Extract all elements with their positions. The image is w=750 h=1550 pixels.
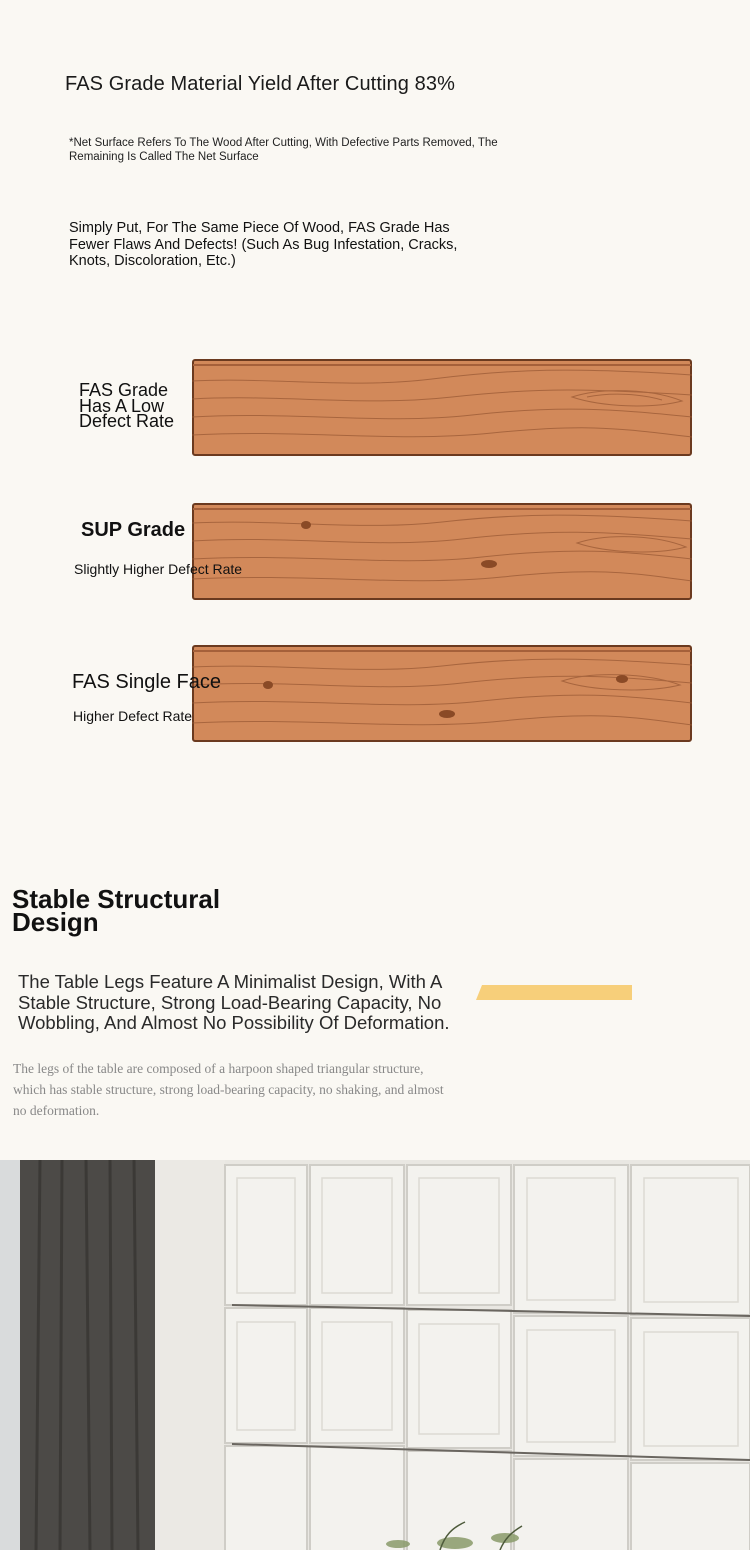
grade-sub-sup: Slightly Higher Defect Rate [74,561,243,577]
simply-put-text: Simply Put, For The Same Piece Of Wood, FAS Grade Has Fewer Flaws And Defects! (Such As Bug Infestation, Cracks, Knots, Discoloration, Etc.) [69,220,458,269]
english-detail: The legs of the table are composed of a harpoon shaped triangular structure, which has stable structure, strong load-bearing capacity, no shaking, and almost no deformation. [13,1061,444,1118]
room-photo [0,1160,750,1550]
grade-label-sup: SUP Grade [81,519,186,541]
grade-sub-single-face: Higher Defect Rate [73,708,193,724]
wood-board-fas [192,359,692,456]
net-surface-note: *Net Surface Refers To The Wood After Cutting, With Defective Parts Removed, The Remaining Is Called The Net Surface [69,137,498,163]
section-description: The Table Legs Feature A Minimalist Design, With A Stable Structure, Strong Load-Bearing Capacity, No Wobbling, And Almost No Possibility Of Deformation. [18,971,450,1033]
wood-board-single-face [192,645,692,742]
grade-label-fas: FAS Grade Has A Low Defect Rate [79,380,175,431]
section-title: Stable Structural Design [12,884,221,937]
grade-label-single-face: FAS Single Face [72,671,221,693]
wood-board-sup [192,503,692,600]
yield-title: FAS Grade Material Yield After Cutting 83% [65,73,455,95]
highlight-bar [476,985,632,1000]
